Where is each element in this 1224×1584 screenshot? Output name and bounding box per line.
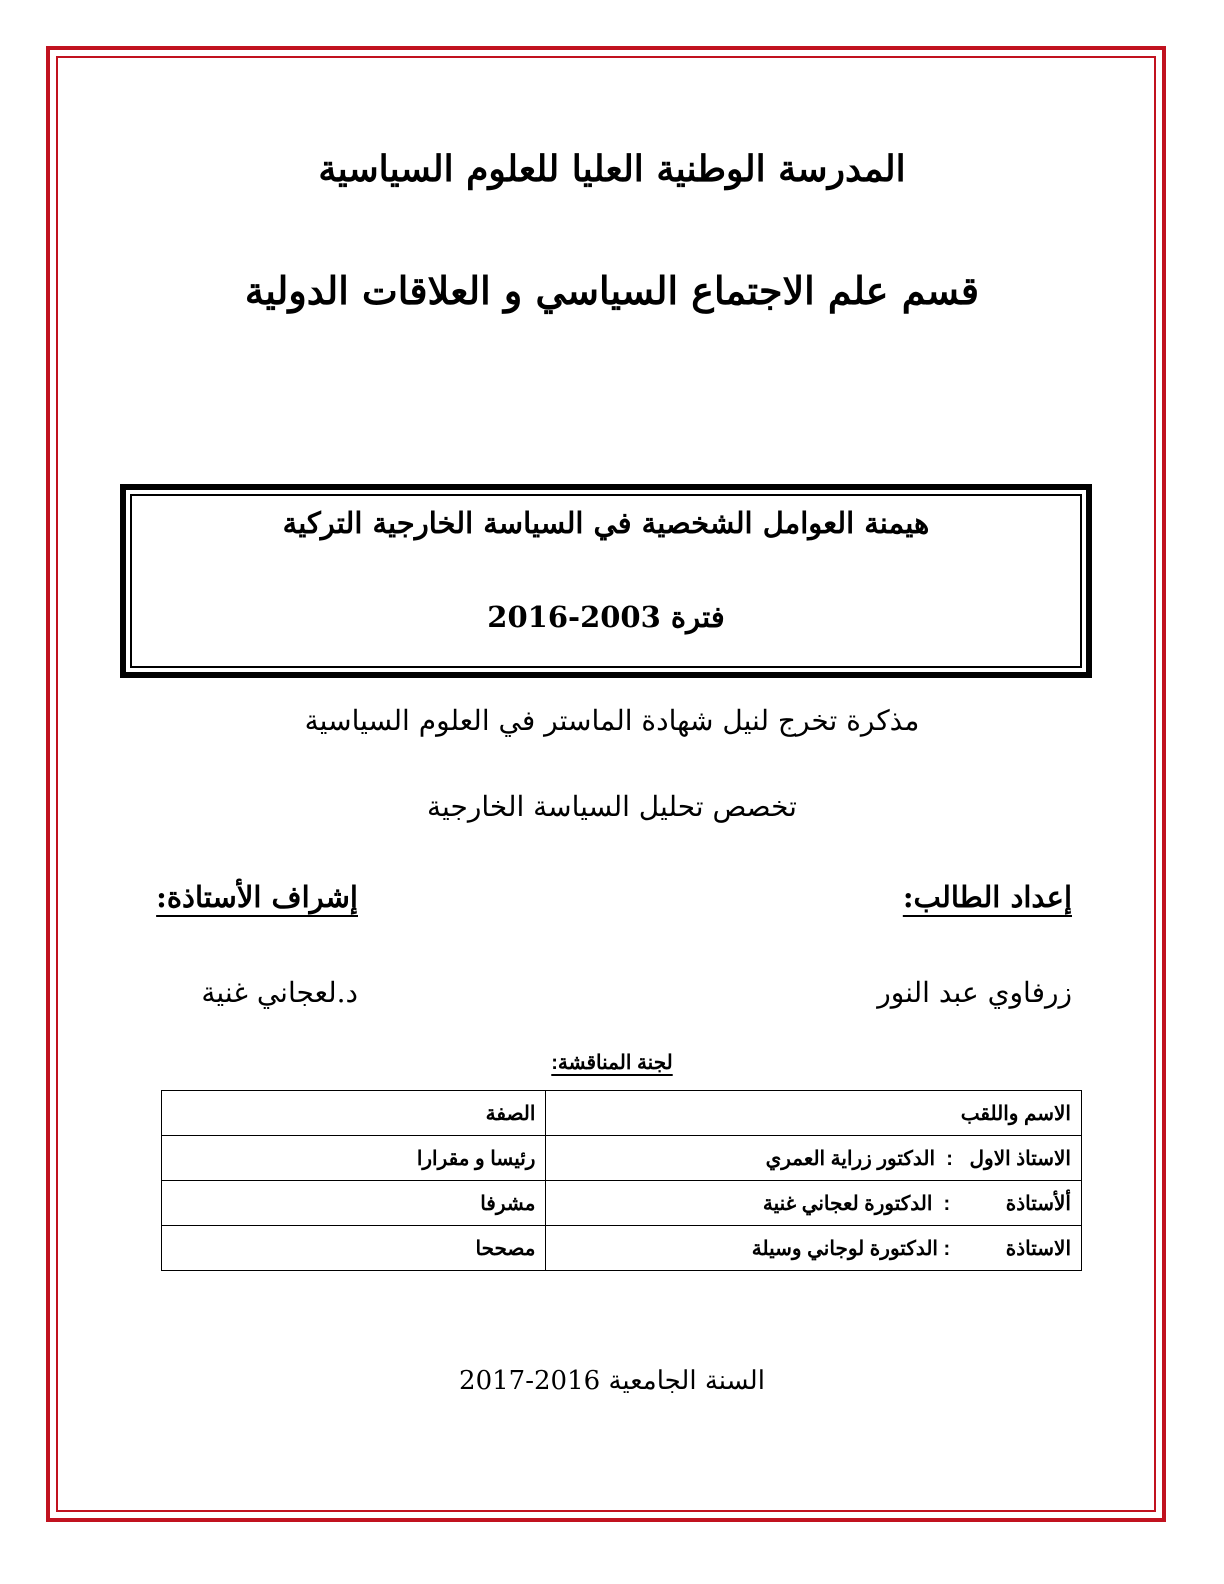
academic-year: السنة الجامعية 2016-2017: [459, 1366, 765, 1396]
member-role: مشرفا: [162, 1181, 546, 1226]
table-row: [162, 1136, 1082, 1181]
table-row: [162, 1181, 1082, 1226]
school-name: المدرسة الوطنية العليا للعلوم السياسية: [318, 148, 906, 190]
member-name: الاستاذة : الدكتورة لوجاني وسيلة: [546, 1226, 1082, 1271]
table-row: [162, 1226, 1082, 1271]
department-name: قسم علم الاجتماع السياسي و العلاقات الدولية: [244, 268, 980, 313]
specialty: تخصص تحليل السياسة الخارجية: [427, 790, 797, 823]
supervised-by-label: إشراف الأستاذة:: [156, 880, 358, 914]
supervisor-name: د.لعجاني غنية: [201, 976, 358, 1009]
header-name: الاسم واللقب: [546, 1091, 1082, 1136]
member-name: الاستاذ الاول : الدكتور زراية العمري: [546, 1136, 1082, 1181]
prepared-by-label: إعداد الطالب:: [902, 880, 1072, 914]
member-role: مصححا: [162, 1226, 546, 1271]
member-name: ألأستاذة : الدكتورة لعجاني غنية: [546, 1181, 1082, 1226]
committee-table: [161, 1090, 1082, 1271]
thesis-period: فترة 2003-2016: [487, 600, 725, 634]
committee-label: لجنة المناقشة:: [551, 1052, 673, 1074]
degree-statement: مذكرة تخرج لنيل شهادة الماستر في العلوم السياسية: [304, 704, 920, 737]
table-header-row: [162, 1091, 1082, 1136]
student-name: زرفاوي عبد النور: [877, 976, 1072, 1009]
thesis-title: هيمنة العوامل الشخصية في السياسة الخارجية التركية: [282, 506, 930, 540]
header-role: الصفة: [162, 1091, 546, 1136]
member-role: رئيسا و مقرارا: [162, 1136, 546, 1181]
